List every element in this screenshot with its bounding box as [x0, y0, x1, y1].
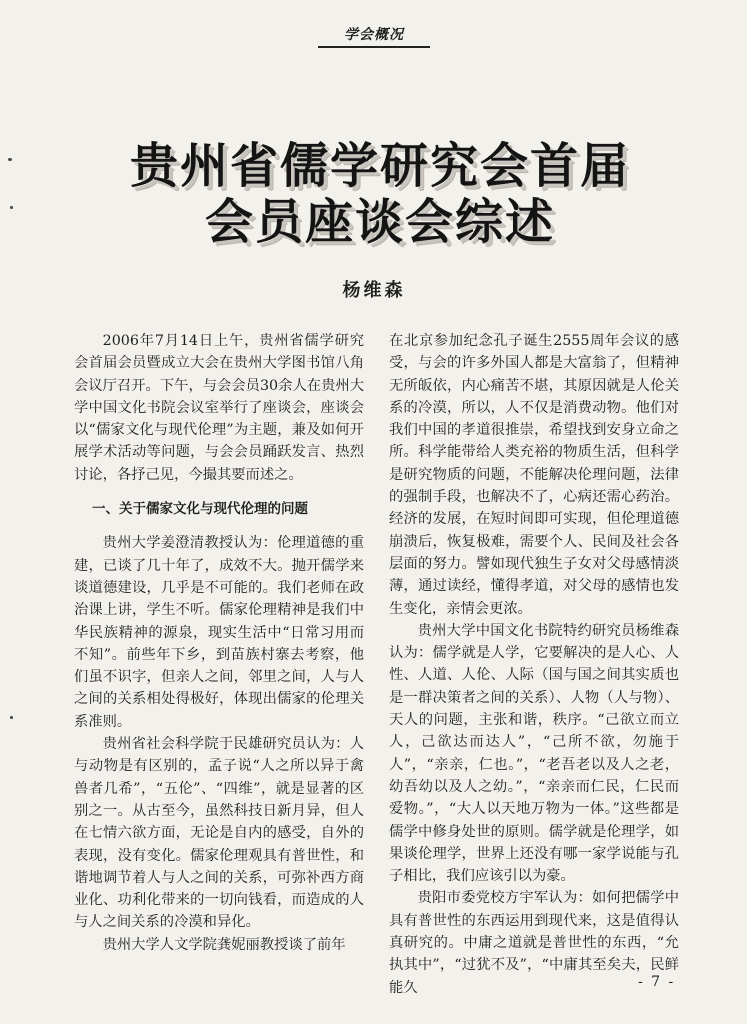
author-name: 杨维森: [342, 280, 406, 301]
left-column: [74, 330, 364, 956]
intro-paragraph: 2006年7月14日上午，贵州省儒学研究会首届会员暨成立大会在贵州大学图书馆八角会议厅召开。下午，与会会员30余人在贵州大学中国文化书院会议室举行了座谈会，座谈会以“儒家文化与现代伦理”为主题，兼及如何开展学术活动等问题，与会会员踊跃发言、热烈讨论，各抒己见，今撮其要而述之。: [74, 333, 364, 483]
article-title-line-2: 会员座谈会综述: [204, 194, 555, 250]
paragraph-gong-start: 贵州大学人文学院龚妮丽教授谈了前年: [102, 936, 346, 953]
header-rule: [318, 46, 430, 48]
section-heading: 一、关于儒家文化与现代伦理的问题: [92, 501, 308, 518]
paragraph-yu: 贵州省社会科学院于民雄研究员认为：人与动物是有区别的，孟子说“人之所以异于禽兽者几希”，“五伦”、“四维”，就是显著的区别之一。从古至今，虽然科技日新月异，但人在七情六欲方面，无论是自内的感受，自外的表现，没有变化。儒家伦理观具有普世性，和谐地调节着人与人之间的关系，可弥补西方商业化、功利化带来的一切向钱看，而造成的人与人之间关系的冷漠和异化。: [74, 736, 364, 931]
paragraph-fang: 贵阳市委党校方宇军认为：如何把儒学中具有普世性的东西运用到现代来，这是值得认真研究的。中庸之道就是普世性的东西，“允执其中”，“过犹不及”，“中庸其至矣夫，民鲜能久: [389, 890, 679, 996]
section-label: 学会概况: [344, 27, 404, 43]
right-column: [389, 330, 679, 999]
article-title-line-1: 贵州省儒学研究会首届: [129, 138, 630, 194]
scan-speck: [10, 206, 13, 209]
scan-speck: [10, 716, 13, 719]
paragraph-jiang: 贵州大学姜澄清教授认为：伦理道德的重建，已谈了几十年了，成效不大。抛开儒学来谈道德建设，几乎是不可能的。我们老师在政治课上讲，学生不听。儒家伦理精神是我们中华民族精神的源泉，现实生活中“日常习用而不知”。前些年下乡，到苗族村寨去考察，他们虽不识字，但亲人之间，邻里之间，人与人之间的关系相处得极好，体现出儒家的伦理关系准则。: [74, 535, 364, 730]
paragraph-yang: 贵州大学中国文化书院特约研究员杨维森认为：儒学就是人学，它要解决的是人心、人性、人道、人伦、人际（国与国之间其实质也是一群决策者之间的关系）、人物（人与物）、天人的问题，主张和谐，秩序。“己欲立而立人，己欲达而达人”，“己所不欲，勿施于人”，“亲亲，仁也。”，“老吾老以及人之老，幼吾幼以及人之幼。”，“亲亲而仁民，仁民而爱物。”，“大人以天地万物为一体。”这些都是儒学中修身处世的原则。儒学就是伦理学，如果谈伦理学，世界上还没有哪一家学说能与孔子相比，我们应该引以为豪。: [389, 622, 679, 885]
scan-speck: [8, 158, 12, 161]
page-number: - 7 -: [638, 974, 676, 990]
paragraph-gong-continued: 在北京参加纪念孔子诞生2555周年会议的感受，与会的许多外国人都是大富翁了，但精神无所皈依，内心痛苦不堪，其原因就是人伦关系的冷漠，所以，人不仅是消费动物。他们对我们中国的孝道很推崇，希望找到安身立命之所。科学能带给人类充裕的物质生活，但科学是研究物质的问题，不能解决伦理问题，法律的强制手段，也解决不了，心病还需心药治。经济的发展，在短时间即可实现，但伦理道德崩溃后，恢复极难，需要个人、民间及社会各层面的努力。譬如现代独生子女对父母感情淡薄，通过读经，懂得孝道，对父母的感情也发生变化，亲情会更浓。: [389, 333, 679, 617]
